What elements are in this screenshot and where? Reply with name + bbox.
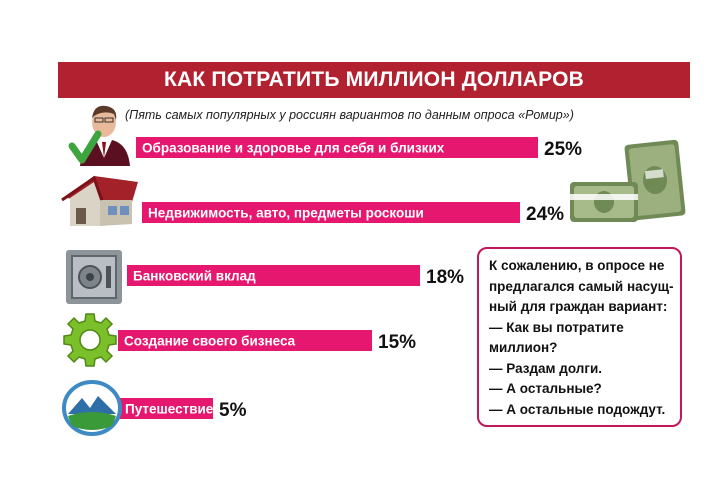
bar-category-label: Недвижимость, авто, предметы роскоши [148, 205, 424, 221]
note-line: — Как вы потратите [489, 319, 624, 335]
bar-category-label: Банковский вклад [133, 268, 256, 284]
chart-subtitle: (Пять самых популярных у россиян вариантов по данным опроса «Ромир») [125, 108, 574, 122]
bar-category-label: Создание своего бизнеса [124, 333, 296, 349]
money-stack-icon [566, 136, 690, 228]
person-checkmark-icon [66, 100, 136, 168]
bar-category-label: Путешествие [125, 401, 214, 417]
note-line: К сожалению, в опросе не [489, 258, 665, 273]
bar-value-label: 24% [526, 204, 565, 225]
bar-category-label: Образование и здоровье для себя и близких [142, 140, 445, 156]
house-icon [60, 170, 142, 230]
note-line: предлагался самый насущ- [489, 278, 674, 294]
note-line: миллион? [489, 340, 558, 355]
bar-value-label: 15% [378, 332, 417, 353]
note-line: ный для граждан вариант: [489, 299, 668, 314]
note-box [477, 247, 682, 427]
safe-icon [64, 246, 126, 308]
chart-title: КАК ПОТРАТИТЬ МИЛЛИОН ДОЛЛАРОВ [58, 62, 690, 98]
bar-value-label: 18% [426, 267, 465, 288]
mountain-globe-icon [62, 380, 122, 436]
bar-value-label: 25% [544, 139, 583, 160]
note-line: — Раздам долги. [489, 360, 603, 376]
gear-icon [62, 312, 118, 368]
note-line: — А остальные подождут. [489, 401, 666, 417]
note-line: — А остальные? [489, 381, 602, 396]
bar-value-label: 5% [219, 400, 247, 421]
